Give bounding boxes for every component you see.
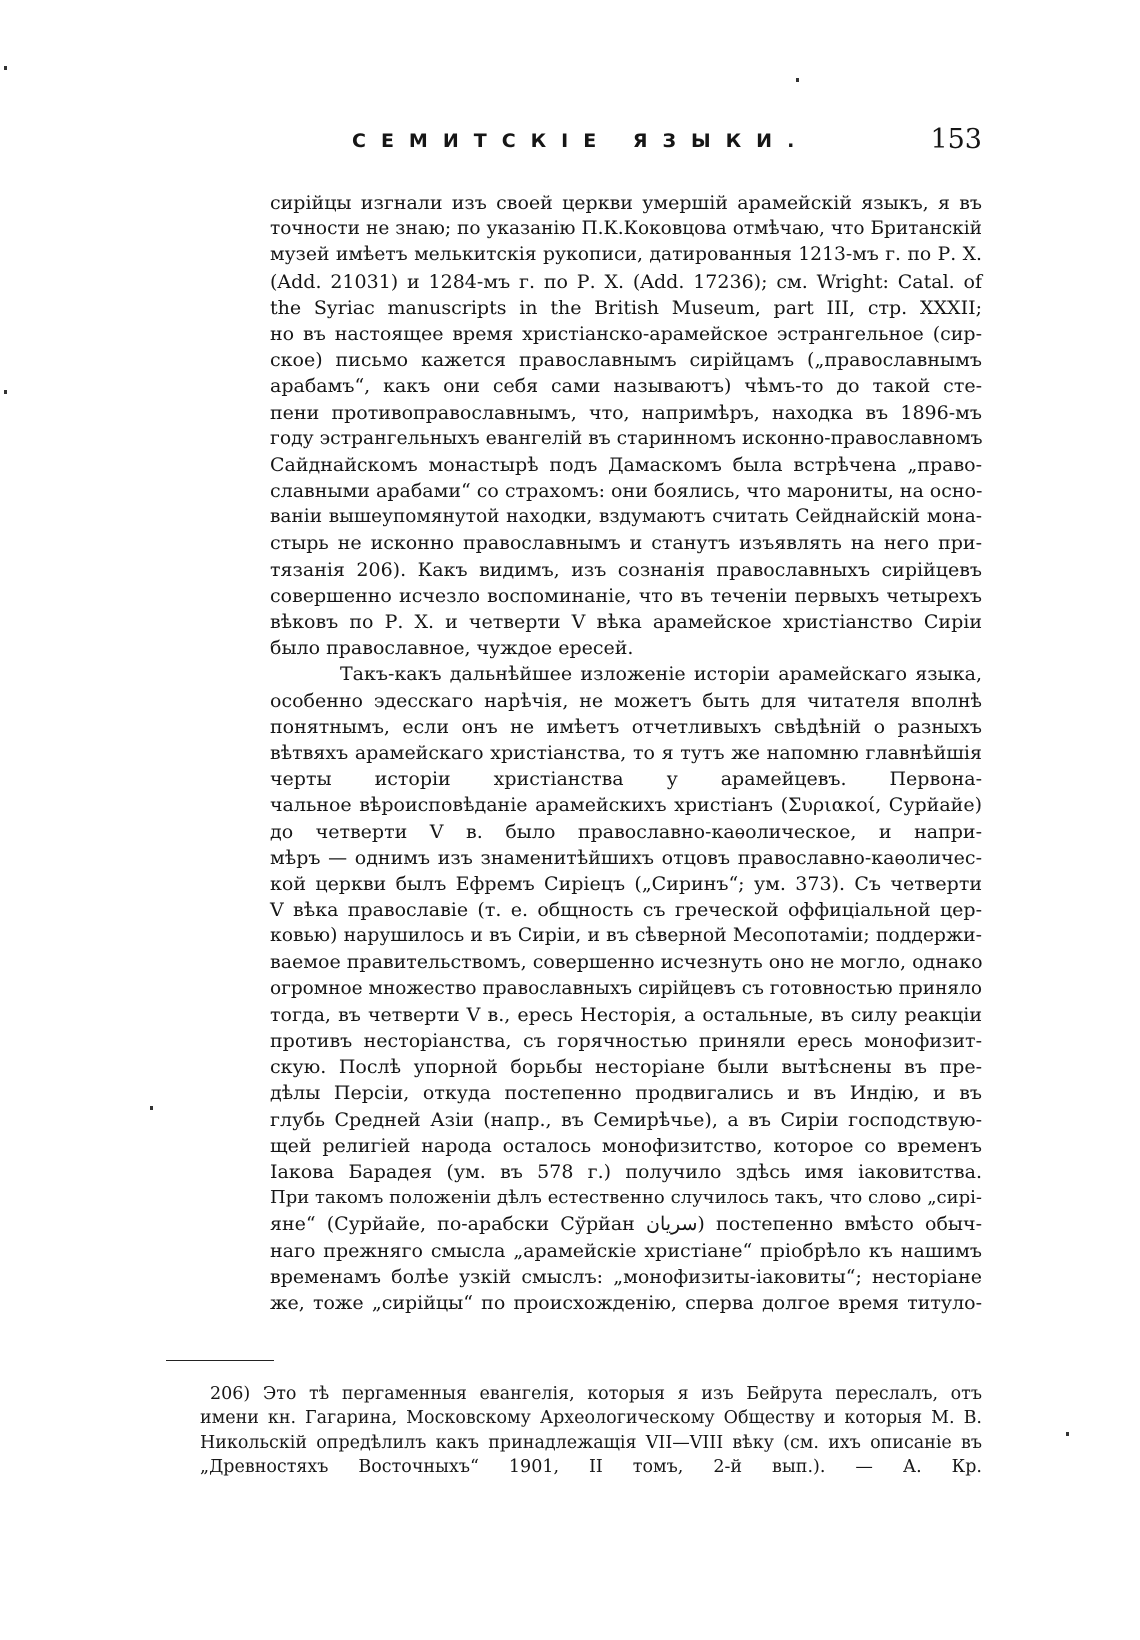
text-line: славными арабами“ со страхомъ: они боялись, что марониты, на осно- — [270, 480, 983, 503]
text-line: точности не знаю; по указанію П.К.Коковцова отмѣчаю, что Британскій — [270, 218, 982, 240]
text-line: понятнымъ, если онъ не имѣетъ отчетливыхъ свѣдѣній о разныхъ — [270, 715, 982, 738]
text-line: пени противоправославнымъ, что, напримѣръ, находка въ 1896-мъ — [270, 401, 982, 424]
text-line: дѣлы Персіи, откуда постепенно продвигались и въ Индію, и въ — [270, 1082, 982, 1105]
text-line: арабамъ“, какъ они себя сами называютъ) чѣмъ-то до такой сте- — [270, 375, 982, 398]
text-line: временамъ болѣе узкій смыслъ: „монофизиты-іаковиты“; несторіане — [270, 1265, 982, 1288]
text-line: кой церкви былъ Ефремъ Сиріецъ („Сиринъ“; ум. 373). Съ четверти — [270, 872, 982, 895]
text-line: стырь не исконно православнымъ и станутъ изъявлять на него при- — [270, 532, 982, 555]
scan-speck — [796, 78, 799, 82]
text-line: мѣръ — однимъ изъ знаменитѣйшихъ отцовъ православно-каѳоличес- — [270, 846, 982, 869]
scan-speck — [4, 390, 7, 394]
paragraph-start: Такъ-какъ дальнѣйшее изложеніе исторіи арамейскаго языка, — [340, 663, 982, 686]
text-line: яне“ (Сурйайе, по-арабски Сўрйан سريان) постепенно вмѣсто обыч- — [270, 1213, 982, 1236]
text-line: вѣковъ по Р. Х. и четверти V вѣка арамейское христіанство Сиріи — [270, 611, 982, 633]
running-title: СЕМИТСКІЕ ЯЗЫКИ. — [352, 130, 810, 152]
text-line: (Add. 21031) и 1284-мъ г. по Р. Х. (Add. 17236); см. Wright: Catal. of — [270, 270, 982, 293]
text-line: ское) письмо кажется православнымъ сирійцамъ („православнымъ — [270, 349, 982, 372]
text-line: черты исторіи христіанства у арамейцевъ. Первона- — [270, 768, 982, 791]
main-text — [270, 190, 982, 1316]
footnote-line: „Древностяхъ Восточныхъ“ 1901, II томъ, 2-й вып.). — А. Кр. — [200, 1457, 982, 1478]
text-line: году эстрангельныхъ евангелій въ старинномъ исконно-православномъ — [270, 427, 983, 449]
scan-speck — [1066, 1432, 1069, 1436]
text-line: ваніи вышеупомянутой находки, вздумаютъ считать Сейднайскій мона- — [270, 506, 982, 528]
text-line: противъ несторіанства, съ горячностью приняли ересь монофизит- — [270, 1030, 982, 1052]
text-line: наго прежняго смысла „арамейскіе христіане“ пріобрѣло къ нашимъ — [270, 1239, 982, 1262]
text-line: огромное множество православныхъ сирійцевъ съ готовностью приняло — [270, 977, 982, 999]
footnote-line: 206) Это тѣ пергаменныя евангелія, которыя я изъ Бейрута переслалъ, отъ — [210, 1384, 982, 1404]
text-line: тязанія 206). Какъ видимъ, изъ сознанія православныхъ сирійцевъ — [270, 558, 982, 581]
text-line: глубь Средней Азіи (напр., въ Семирѣчье), а въ Сиріи господствую- — [270, 1108, 982, 1131]
scan-speck — [4, 66, 7, 70]
text-line: особенно эдесскаго нарѣчія, не можетъ быть для читателя вполнѣ — [270, 689, 982, 712]
text-line: вѣтвяхъ арамейскаго христіанства, то я тутъ же напомню главнѣйшія — [270, 741, 982, 764]
footnote-divider — [166, 1360, 274, 1361]
text-line: было православное, чуждое ересей. — [270, 637, 634, 660]
text-line: чальное вѣроисповѣданіе арамейскихъ христіанъ (Συριακοί, Сурйайе) — [270, 794, 982, 817]
footnote-line: Никольскій опредѣлилъ какъ принадлежащія VII—VIII вѣку (см. ихъ описаніе въ — [200, 1432, 982, 1453]
text-line: ковью) нарушилось и въ Сиріи, и въ сѣверной Месопотаміи; поддержи- — [270, 925, 982, 947]
text-line: ваемое правительствомъ, совершенно исчезнуть оно не могло, однако — [270, 951, 983, 974]
page-header — [352, 126, 982, 164]
text-line: совершенно исчезло воспоминаніе, что въ теченіи первыхъ четырехъ — [270, 584, 982, 607]
text-line: щей религіей народа осталось монофизитство, которое со временъ — [270, 1134, 982, 1157]
text-line: Сайднайскомъ монастырѣ подъ Дамаскомъ была встрѣчена „право- — [270, 453, 982, 476]
text-line: Іакова Барадея (ум. въ 578 г.) получило здѣсь имя іаковитства. — [270, 1160, 982, 1183]
text-line: the Syriac manuscripts in the British Museum, part III, стр. XXXII; — [270, 296, 982, 319]
text-line: сирійцы изгнали изъ своей церкви умершій арамейскій языкъ, я въ — [270, 192, 982, 214]
footnote — [200, 1382, 982, 1480]
page-number: 153 — [930, 124, 982, 155]
text-line: же, тоже „сирійцы“ по происхожденію, сперва долгое время титуло- — [270, 1291, 982, 1314]
text-line: но въ настоящее время христіанско-арамейское эстрангельное (сир- — [270, 322, 982, 345]
text-line: тогда, въ четверти V в., ересь Несторія, а остальные, въ силу реакціи — [270, 1003, 982, 1026]
scan-speck — [150, 1106, 153, 1110]
text-line: V вѣка православіе (т. е. общность съ греческой оффиціальной цер- — [270, 899, 982, 922]
text-line: до четверти V в. было православно-каѳолическое, и напри- — [270, 820, 982, 843]
text-line: При такомъ положеніи дѣлъ естественно случилось такъ, что слово „сирі- — [270, 1187, 982, 1209]
text-line: музей имѣетъ мелькитскія рукописи, датированныя 1213-мъ г. по Р. Х. — [270, 244, 982, 266]
footnote-line: имени кн. Гагарина, Московскому Археологическому Обществу и которыя М. В. — [200, 1408, 982, 1429]
text-line: скую. Послѣ упорной борьбы несторіане были вытѣснены въ пре- — [270, 1056, 982, 1079]
